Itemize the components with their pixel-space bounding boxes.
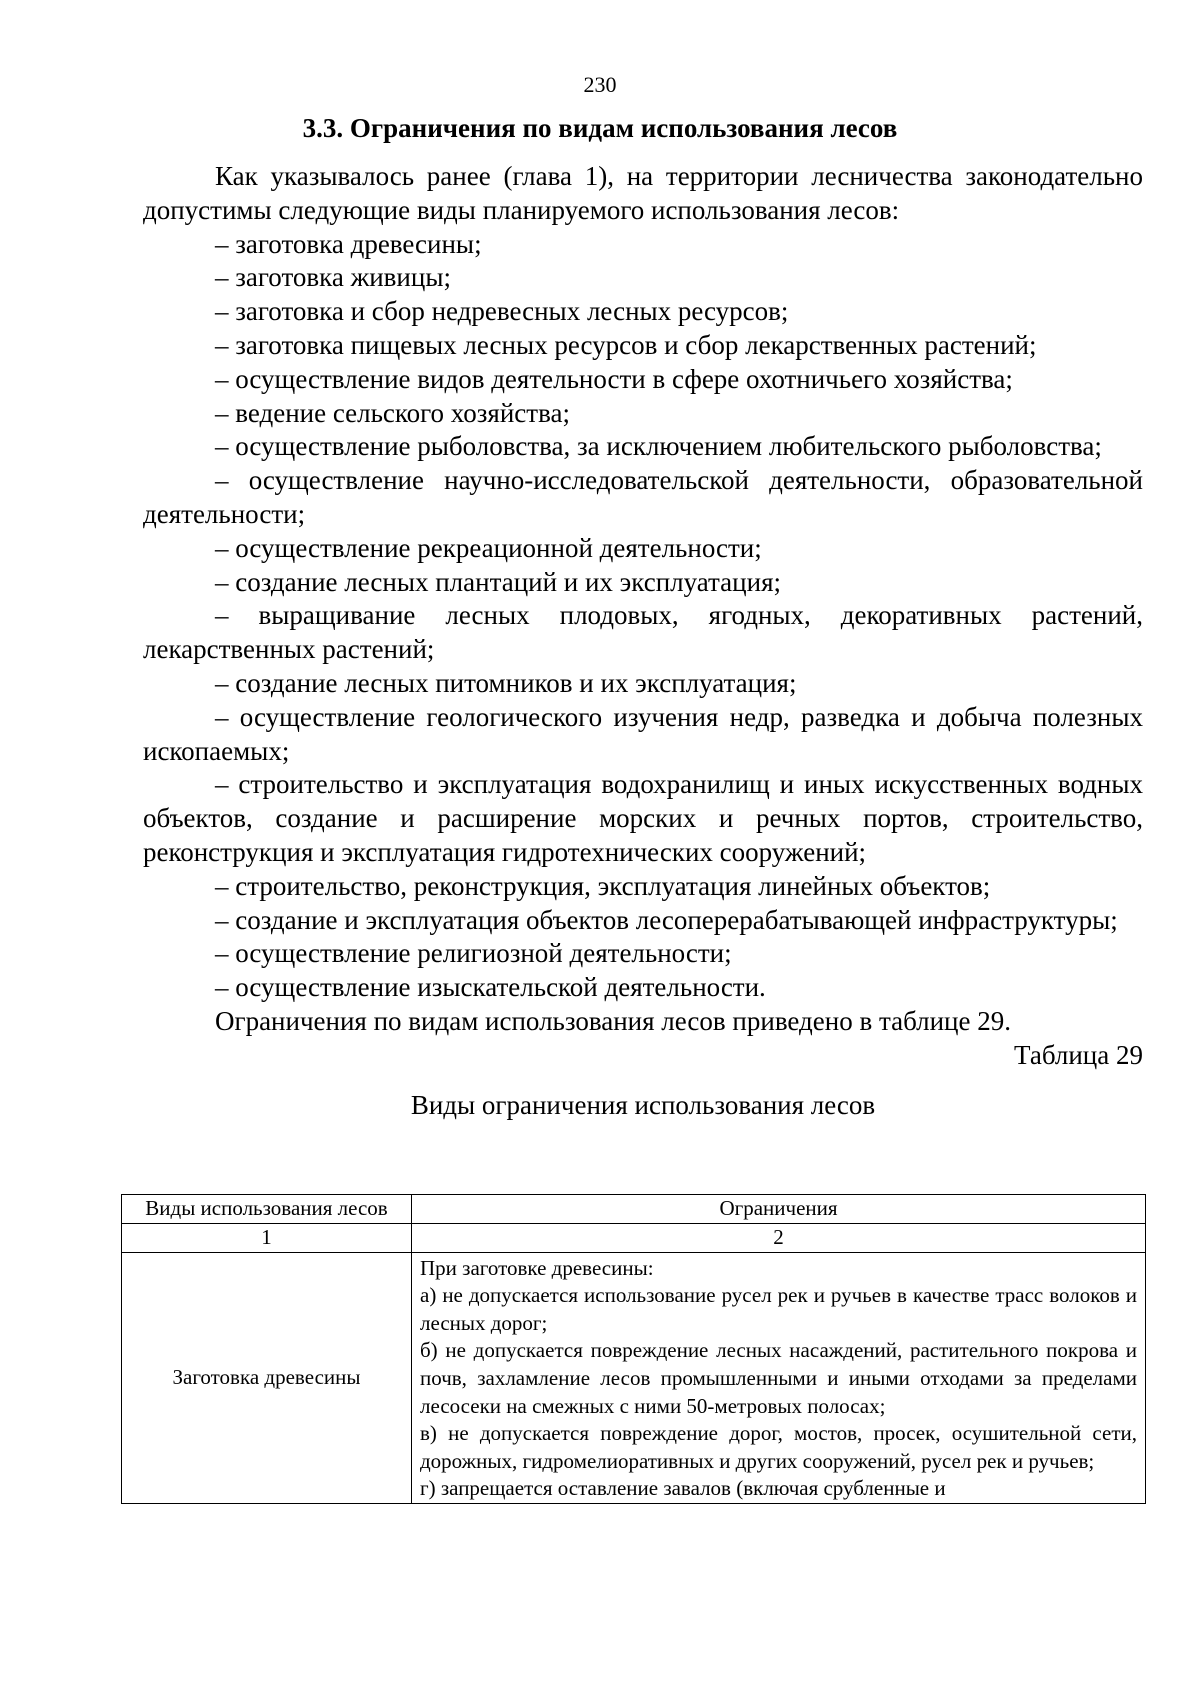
column-number-cell: 1 (122, 1224, 412, 1253)
table-header-cell: Виды использования лесов (122, 1195, 412, 1224)
list-item: – заготовка живицы; (215, 262, 451, 293)
section-heading: 3.3. Ограничения по видам использования лесов (302, 113, 898, 143)
restriction-line: в) не допускается повреждение дорог, мостов, просек, осушительной сети, дорожных, гидромелиоративных и других сооружений, русел рек и ручьев; (420, 1421, 1137, 1473)
usage-type-cell: Заготовка древесины (122, 1252, 412, 1503)
restriction-line: г) запрещается оставление завалов (включая срубленные и (420, 1476, 946, 1501)
list-item: – осуществление рыболовства, за исключением любительского рыболовства; (215, 431, 1102, 462)
section-body (143, 160, 1143, 1130)
list-item: – выращивание лесных плодовых, ягодных, декоративных растений, лекарственных растений; (143, 600, 1143, 665)
table-label: Таблица 29 (1014, 1039, 1143, 1070)
list-item: – осуществление видов деятельности в сфере охотничьего хозяйства; (215, 363, 1013, 394)
usage-list (143, 228, 1143, 1005)
list-item: – строительство, реконструкция, эксплуатация линейных объектов; (215, 870, 991, 901)
table-header-row (122, 1195, 1146, 1224)
restrictions-cell (412, 1252, 1146, 1503)
list-item: – осуществление изыскательской деятельности. (215, 972, 766, 1003)
table-row (122, 1252, 1146, 1503)
table-title: Виды ограничения использования лесов (410, 1089, 876, 1120)
list-item: – создание лесных плантаций и их эксплуатация; (215, 566, 781, 597)
restriction-line: При заготовке древесины: (420, 1255, 654, 1280)
list-item: – заготовка древесины; (215, 228, 482, 259)
restriction-line: а) не допускается использование русел рек и ручьев в качестве трасс волоков и лесных дорог; (420, 1283, 1137, 1335)
restriction-line: б) не допускается повреждение лесных насаждений, растительного покрова и почв, захламление лесов промышленными и иными отходами за пределами лесосеки на смежных с ними 50-метровых полосах; (420, 1338, 1137, 1418)
list-item: – заготовка и сбор недревесных лесных ресурсов; (215, 296, 789, 327)
list-item: – осуществление религиозной деятельности; (215, 938, 732, 969)
list-item: – ведение сельского хозяйства; (215, 397, 570, 428)
closing-paragraph: Ограничения по видам использования лесов приведено в таблице 29. (215, 1005, 1011, 1036)
table-header-cell: Ограничения (412, 1195, 1146, 1224)
list-item: – заготовка пищевых лесных ресурсов и сбор лекарственных растений; (215, 329, 1037, 360)
restrictions-table (121, 1194, 1146, 1504)
list-item: – создание и эксплуатация объектов лесоперерабатывающей инфраструктуры; (215, 904, 1118, 935)
page-number: 230 (583, 72, 617, 97)
intro-paragraph: Как указывалось ранее (глава 1), на территории лесничества законодательно допустимы следующие виды планируемого использования лесов: (143, 161, 1143, 225)
restrictions-table-wrapper (121, 1194, 1145, 1504)
table-column-numbers-row (122, 1224, 1146, 1253)
list-item: – осуществление рекреационной деятельности; (215, 532, 762, 563)
column-number-cell: 2 (412, 1224, 1146, 1253)
list-item: – строительство и эксплуатация водохранилищ и иных искусственных водных объектов, создание и расширение морских и речных портов, строительство, реконструкция и эксплуатация гидротехнических сооружений; (143, 769, 1143, 867)
list-item: – создание лесных питомников и их эксплуатация; (215, 667, 797, 698)
list-item: – осуществление научно-исследовательской деятельности, образовательной деятельности; (143, 465, 1143, 529)
list-item: – осуществление геологического изучения недр, разведка и добыча полезных ископаемых; (143, 701, 1143, 766)
